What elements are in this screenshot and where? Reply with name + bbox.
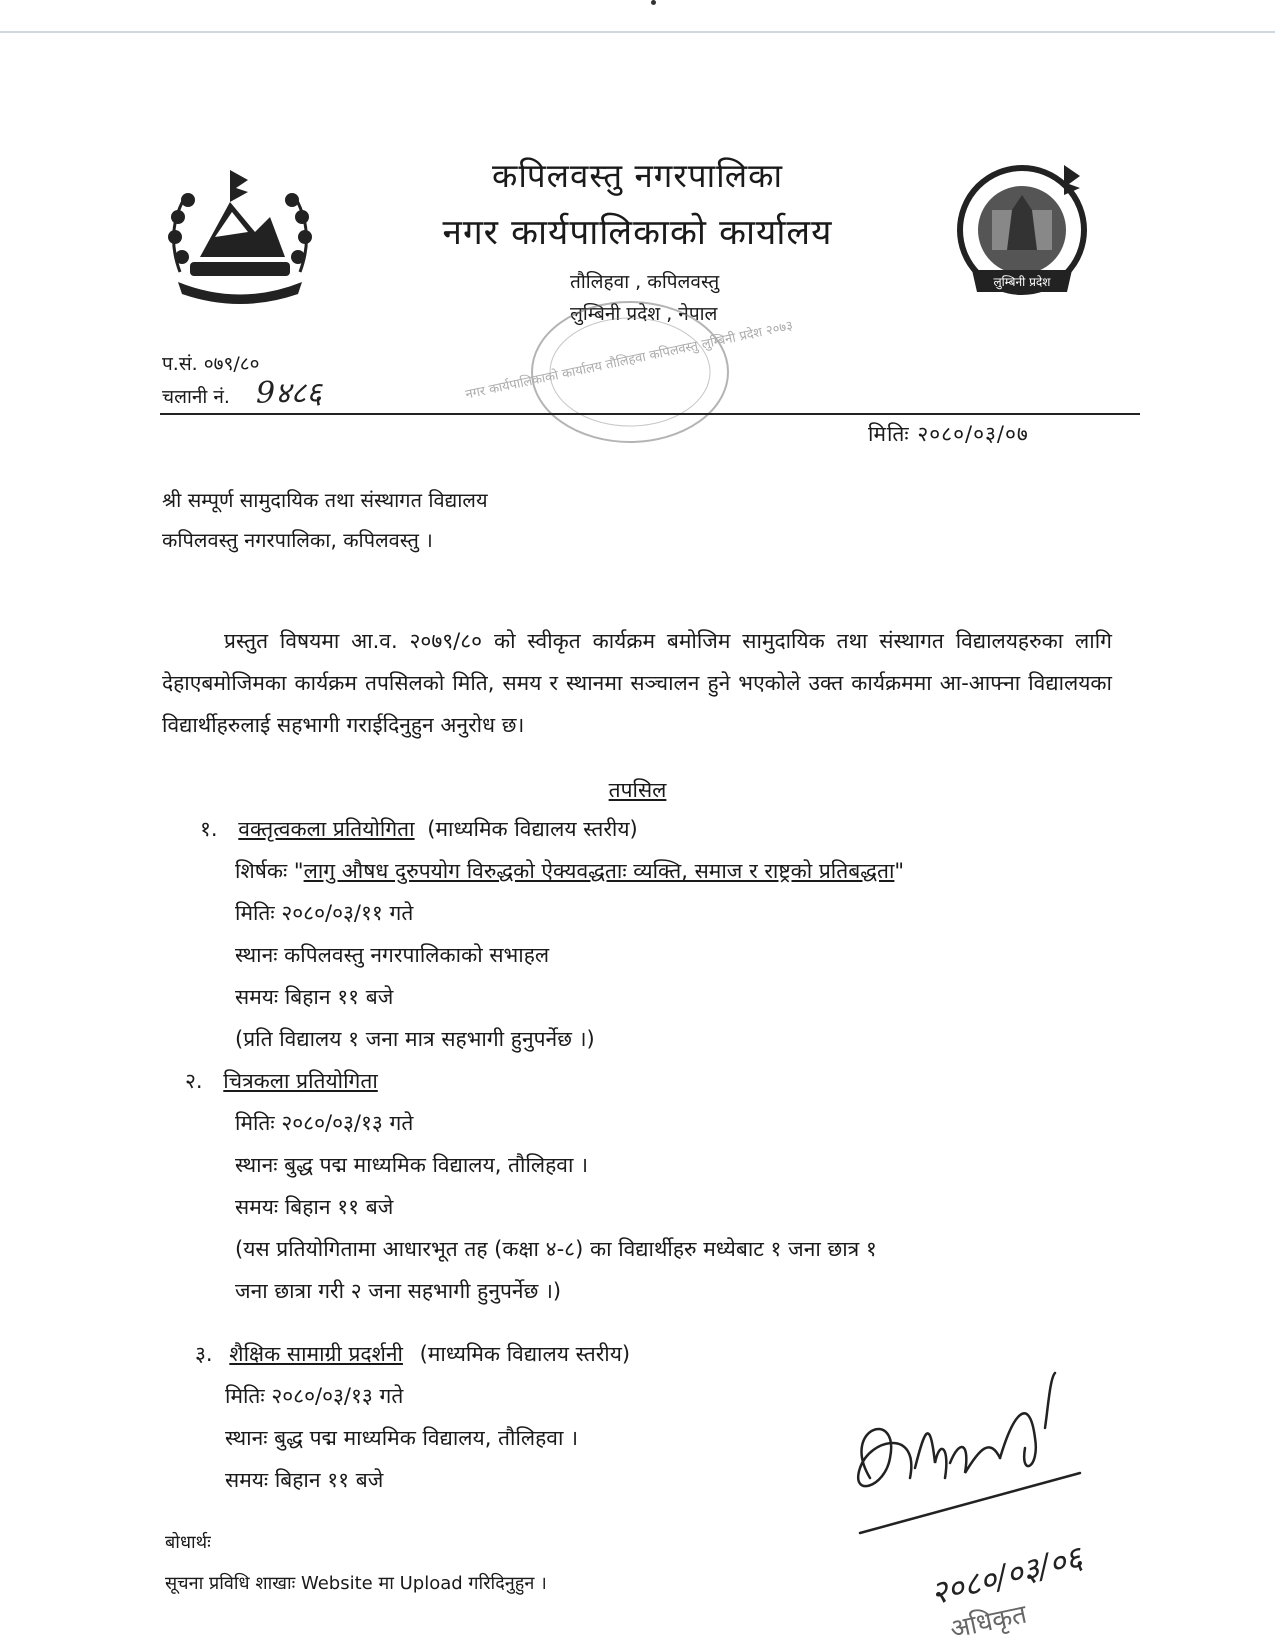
item-3-heading <box>195 1340 630 1368</box>
scan-top-border <box>0 31 1275 33</box>
dispatch-number-handwritten: 9४८६ <box>256 376 322 411</box>
item-1-date: मितिः २०८०/०३/११ गते <box>235 901 414 925</box>
item-2-title: चित्रकला प्रतियोगिता <box>223 1069 378 1093</box>
item-3-title: शैक्षिक सामाग्री प्रदर्शनी <box>229 1342 403 1366</box>
signature-date: २०८०/०३/०६ <box>926 1538 1086 1613</box>
item-3-venue: स्थानः बुद्ध पद्म माध्यमिक विद्यालय, तौलिहवा । <box>225 1426 579 1450</box>
item-1-topic-line: शिर्षकः "लागु औषध दुरुपयोग विरुद्धको ऐक्यवद्धताः व्यक्ति, समाज र राष्ट्रको प्रतिबद्धता" <box>235 859 905 883</box>
item-1-topic-label: शिर्षकः <box>235 859 288 883</box>
addressee-line2: कपिलवस्तु नगरपालिका, कपिलवस्तु । <box>162 528 433 552</box>
item-1-topic: लागु औषध दुरुपयोग विरुद्धको ऐक्यवद्धताः व्यक्ति, समाज र राष्ट्रको प्रतिबद्धता <box>303 859 895 883</box>
dispatch-number-label: चलानी नं. <box>162 386 230 408</box>
item-2-time: समयः बिहान ११ बजे <box>235 1195 394 1219</box>
letter-date: मितिः २०८०/०३/०७ <box>868 422 1029 446</box>
signature-designation-stamp: अधिकृत <box>947 1599 1030 1646</box>
address-line1: तौलिहवा , कपिलवस्तु <box>570 271 720 293</box>
copy-to-label: बोधार्थः <box>165 1532 211 1553</box>
item-1-number: १. <box>200 817 218 841</box>
office-name-line2: नगर कार्यपालिकाको कार्यालय <box>442 213 833 253</box>
item-2-note-line1: (यस प्रतियोगितामा आधारभूत तह (कक्षा ४-८) का विद्यार्थीहरु मध्येबाट १ जना छात्र १ <box>235 1237 877 1261</box>
header-divider <box>160 413 1140 415</box>
handwritten-signature <box>830 1368 1130 1646</box>
item-1-note: (प्रति विद्यालय १ जना मात्र सहभागी हुनुपर्नेछ ।) <box>235 1027 595 1051</box>
item-1-scope: (माध्यमिक विद्यालय स्तरीय) <box>427 817 638 841</box>
stamp-text: नगर कार्यपालिकाको कार्यालय तौलिहवा कपिलवस्तु लुम्बिनी प्रदेश २०७३ <box>464 318 795 403</box>
office-name-line1: कपिलवस्तु नगरपालिका <box>492 156 783 195</box>
item-2-heading <box>185 1067 378 1095</box>
item-3-date: मितिः २०८०/०३/१३ गते <box>225 1384 404 1408</box>
item-3-time: समयः बिहान ११ बजे <box>225 1468 384 1492</box>
body-paragraph: प्रस्तुत विषयमा आ.व. २०७९/८० को स्वीकृत कार्यक्रम बमोजिम सामुदायिक तथा संस्थागत विद्यालयहरुका लागि देहाएबमोजिमका कार्यक्रम तपसिलको मिति, समय र स्थानमा सञ्चालन हुने भएकोले उक्त कार्यक्रममा आ-आफ्ना विद्यालयका विद्यार्थीहरुलाई सहभागी गराईदिनुहुन अनुरोध छ। <box>162 629 1112 737</box>
item-1-time: समयः बिहान ११ बजे <box>235 985 394 1009</box>
item-2-note-line2: जना छात्रा गरी २ जना सहभागी हुनुपर्नेछ ।) <box>235 1279 562 1303</box>
item-1-heading <box>200 815 638 843</box>
municipality-logo <box>952 160 1092 310</box>
office-seal-stamp <box>464 292 795 467</box>
item-3-scope: (माध्यमिक विद्यालय स्तरीय) <box>419 1342 631 1366</box>
item-1-title: वक्तृत्वकला प्रतियोगिता <box>238 817 415 841</box>
scan-dot <box>651 0 656 5</box>
addressee-line1: श्री सम्पूर्ण सामुदायिक तथा संस्थागत विद्यालय <box>162 488 488 512</box>
address-line2: लुम्बिनी प्रदेश , नेपाल <box>570 303 718 325</box>
item-2-number: २. <box>185 1069 203 1093</box>
reference-number: प.सं. ०७९/८० <box>162 353 260 375</box>
item-3-number: ३. <box>195 1342 213 1366</box>
schedule-heading: तपसिल <box>608 778 667 802</box>
logo-caption: लुम्बिनी प्रदेश <box>993 275 1051 289</box>
item-2-date: मितिः २०८०/०३/१३ गते <box>235 1111 414 1135</box>
item-1-venue: स्थानः कपिलवस्तु नगरपालिकाको सभाहल <box>235 943 550 967</box>
copy-to-text: सूचना प्रविधि शाखाः Website मा Upload गरिदिनुहुन । <box>165 1573 547 1594</box>
item-2-venue: स्थानः बुद्ध पद्म माध्यमिक विद्यालय, तौलिहवा । <box>235 1153 589 1177</box>
